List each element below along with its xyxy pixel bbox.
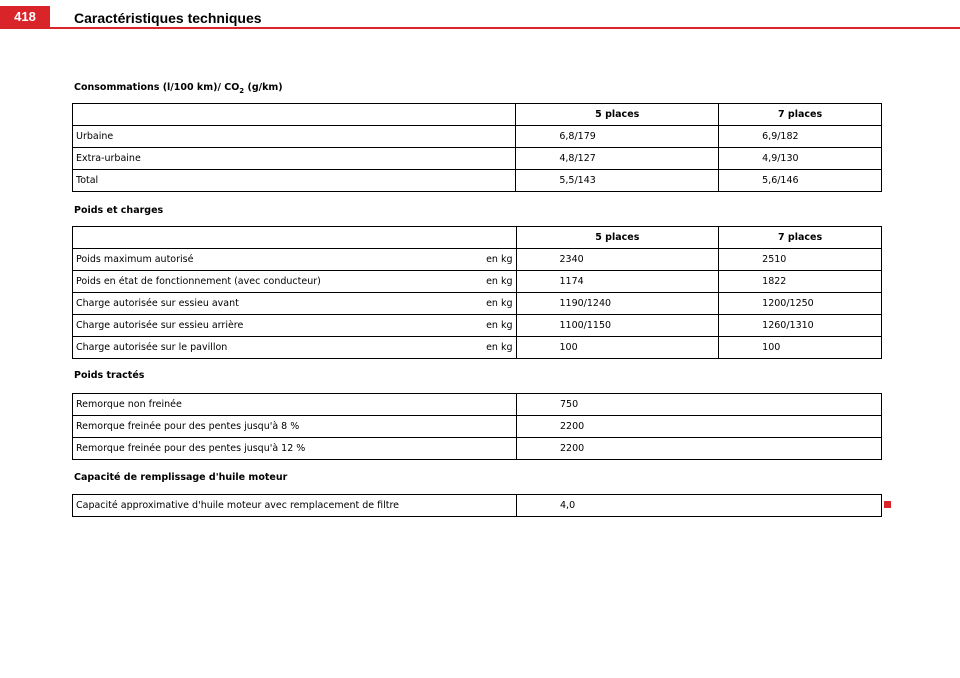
value-7-places: 1822	[719, 271, 882, 293]
column-header-5-places: 5 places	[516, 104, 719, 126]
row-label: Extra-urbaine	[73, 148, 516, 170]
table-row	[73, 148, 882, 170]
value-5-places: 5,5/143	[516, 170, 719, 192]
value-7-places: 6,9/182	[719, 126, 882, 148]
row-label: Remorque freinée pour des pentes jusqu'à 12 %	[73, 438, 517, 460]
row-label: Charge autorisée sur le pavillon	[73, 337, 447, 359]
consumption-title-prefix: Consommations (l/100 km)/ CO	[74, 82, 240, 93]
header-rule	[0, 27, 960, 29]
row-unit: en kg	[446, 315, 516, 337]
row-unit: en kg	[446, 249, 516, 271]
value-7-places: 4,9/130	[719, 148, 882, 170]
row-value: 2200	[517, 438, 882, 460]
row-label: Urbaine	[73, 126, 516, 148]
towing-table	[72, 393, 882, 460]
row-label: Charge autorisée sur essieu avant	[73, 293, 447, 315]
header-empty-cell	[446, 227, 516, 249]
value-7-places: 1200/1250	[719, 293, 882, 315]
value-5-places: 6,8/179	[516, 126, 719, 148]
column-header-7-places: 7 places	[719, 227, 882, 249]
row-unit: en kg	[446, 271, 516, 293]
row-value: 750	[517, 394, 882, 416]
row-unit: en kg	[446, 293, 516, 315]
value-7-places: 2510	[719, 249, 882, 271]
row-value: 2200	[517, 416, 882, 438]
weights-section-title: Poids et charges	[74, 205, 164, 216]
row-label: Poids maximum autorisé	[73, 249, 447, 271]
consumption-section-title	[74, 82, 283, 97]
table-row	[73, 394, 882, 416]
value-7-places: 1260/1310	[719, 315, 882, 337]
header-empty-cell	[73, 227, 447, 249]
table-row	[73, 170, 882, 192]
value-7-places: 5,6/146	[719, 170, 882, 192]
row-label: Total	[73, 170, 516, 192]
value-5-places: 100	[516, 337, 719, 359]
weights-table	[72, 226, 882, 359]
towing-section-title: Poids tractés	[74, 370, 145, 381]
row-label: Capacité approximative d'huile moteur avec remplacement de filtre	[73, 495, 517, 517]
value-5-places: 1100/1150	[516, 315, 719, 337]
row-label: Remorque non freinée	[73, 394, 517, 416]
table-row	[73, 495, 882, 517]
consumption-table	[72, 103, 882, 192]
row-label: Poids en état de fonctionnement (avec conducteur)	[73, 271, 447, 293]
column-header-7-places: 7 places	[719, 104, 882, 126]
table-row	[73, 315, 882, 337]
row-unit: en kg	[446, 337, 516, 359]
table-row	[73, 249, 882, 271]
page-number: 418	[0, 6, 50, 28]
table-row	[73, 337, 882, 359]
row-value: 4,0	[517, 495, 882, 517]
row-label: Charge autorisée sur essieu arrière	[73, 315, 447, 337]
value-5-places: 2340	[516, 249, 719, 271]
page-title: Caractéristiques techniques	[74, 10, 262, 26]
value-5-places: 1190/1240	[516, 293, 719, 315]
consumption-title-suffix: (g/km)	[244, 82, 283, 93]
value-5-places: 4,8/127	[516, 148, 719, 170]
table-row	[73, 293, 882, 315]
table-row	[73, 416, 882, 438]
table-header-row	[73, 227, 882, 249]
value-5-places: 1174	[516, 271, 719, 293]
table-row	[73, 126, 882, 148]
row-label: Remorque freinée pour des pentes jusqu'à 8 %	[73, 416, 517, 438]
column-header-5-places: 5 places	[516, 227, 719, 249]
value-7-places: 100	[719, 337, 882, 359]
oil-table	[72, 494, 882, 517]
table-row	[73, 271, 882, 293]
section-end-marker	[884, 501, 891, 508]
header-empty-cell	[73, 104, 516, 126]
consumption-title-sub: 2	[239, 86, 245, 95]
page-header	[0, 0, 960, 28]
table-header-row	[73, 104, 882, 126]
table-row	[73, 438, 882, 460]
oil-section-title: Capacité de remplissage d'huile moteur	[74, 472, 288, 483]
